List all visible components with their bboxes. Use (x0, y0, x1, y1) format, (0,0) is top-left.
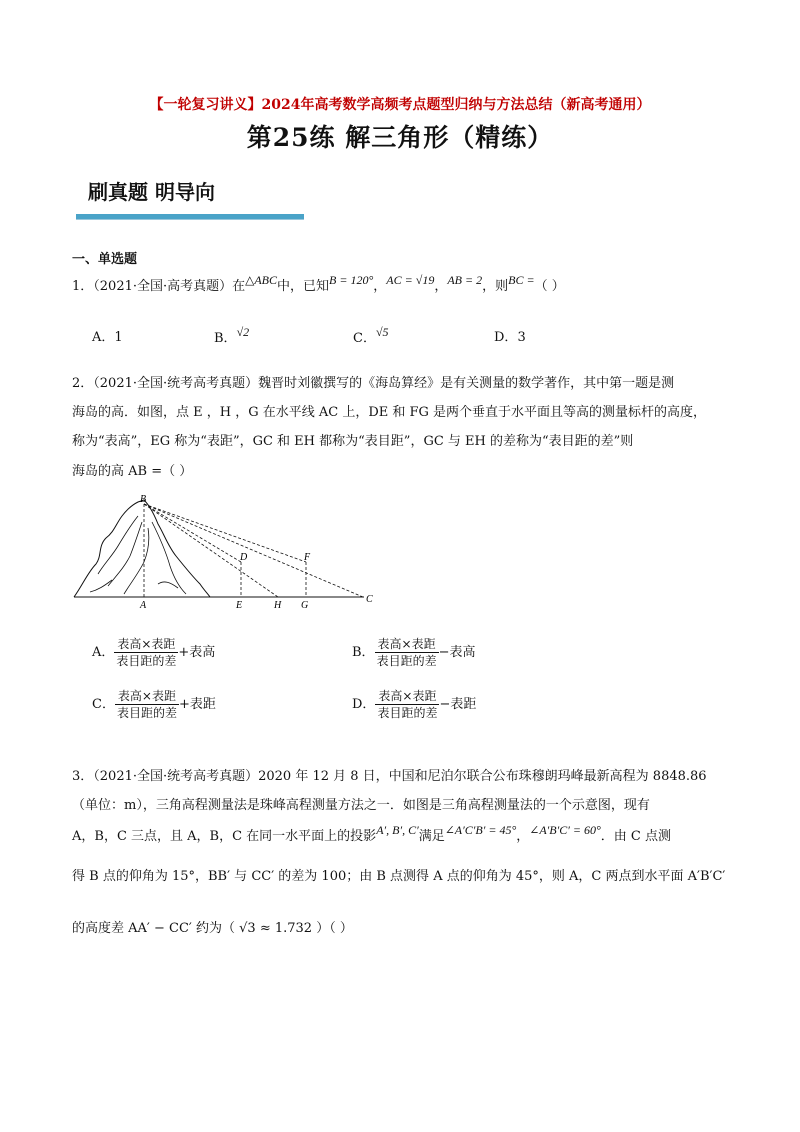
q1-triangle: △ABC (245, 273, 278, 287)
q2-option-d (352, 688, 476, 721)
option-value: √5 (375, 325, 389, 339)
q3-angle-c: ∠A′C′B′ = 45° (444, 823, 517, 837)
q2-option-c (92, 688, 216, 721)
q3-line-1: 3．（2021·全国·统考高考真题）2020 年 12 月 8 日，中国和尼泊尔联合公布珠穆朗玛峰最新高程为 8848.86 (72, 769, 707, 784)
fraction-denominator: 表目距的差 (116, 706, 177, 720)
q3-text: ．由 C 点测 (600, 829, 671, 844)
q1-prefix: 1．（2021·全国·高考真题）在 (72, 279, 246, 294)
q1-blank: （ ） (534, 279, 565, 294)
q1-ask: BC = (508, 273, 535, 287)
q1-mid2: ，则 (482, 279, 509, 294)
q1-option-a (92, 328, 123, 348)
fraction-numerator: 表高×表距 (375, 636, 439, 653)
option-suffix: +表距 (178, 697, 216, 712)
option-label: D． (494, 330, 518, 345)
option-label: B． (352, 645, 375, 660)
q3-angle-b: ∠A′B′C′ = 60° (529, 823, 601, 837)
q1-mid1: 中，已知 (277, 279, 330, 294)
figure-label-c: C (366, 594, 373, 605)
q3-line-3 (72, 823, 671, 847)
option-fraction (115, 688, 179, 721)
option-fraction (114, 636, 178, 669)
q1-sep2: ， (434, 279, 448, 294)
q3-line-4: 得 B 点的仰角为 15°，BB′ 与 CC′ 的差为 100；由 B 点测得 A 点的仰角为 45°，则 A，C 两点到水平面 A′B′C′ (72, 869, 726, 884)
section-title: 刷真题 明导向 (88, 180, 215, 204)
option-fraction (375, 688, 439, 721)
top-banner: 【一轮复习讲义】2024年高考数学高频考点题型归纳与方法总结（新高考通用） (149, 97, 651, 113)
option-label: A． (92, 645, 115, 660)
option-label: C． (353, 331, 376, 346)
figure-label-b: B (140, 494, 147, 505)
q1-option-d (494, 328, 526, 348)
q1-cond-ac: AC = √19 (386, 273, 435, 287)
option-label: D． (352, 697, 376, 712)
figure-label-d: D (240, 552, 248, 563)
q1-option-c (353, 325, 389, 349)
option-suffix: −表高 (438, 645, 476, 660)
option-suffix: +表高 (178, 645, 216, 660)
section-underline-thin (76, 219, 304, 220)
figure-label-f: F (304, 552, 311, 563)
q2-option-a (92, 636, 215, 669)
q3-text: 满足 (418, 829, 445, 844)
option-label: C． (92, 697, 115, 712)
q1-cond-b: B = 120° (329, 273, 374, 287)
q1-stem (72, 273, 565, 297)
q2-line-2: 海岛的高．如图，点 E ，H ，G 在水平线 AC 上，DE 和 FG 是两个垂直于水平面且等高的测量标杆的高度， (72, 405, 707, 420)
q1-option-b (214, 325, 250, 349)
q2-option-b (352, 636, 475, 669)
q3-text: ， (516, 829, 530, 844)
page-title: 第25练 解三角形（精练） (246, 123, 554, 152)
q2-line-3: 称为“表高”，EG 称为“表距”，GC 和 EH 都称为“表目距”，GC 与 EH 的差称为“表目距的差”则 (72, 434, 634, 449)
fraction-numerator: 表高×表距 (375, 688, 439, 705)
q2-island-figure (68, 494, 380, 610)
figure-label-g: G (301, 600, 309, 610)
option-fraction (375, 636, 439, 669)
q1-sep1: ， (373, 279, 387, 294)
figure-label-h: H (274, 600, 282, 610)
option-label: B． (214, 331, 237, 346)
fraction-numerator: 表高×表距 (115, 688, 179, 705)
q3-projection: A′, B′, C′ (376, 823, 419, 837)
option-value: √2 (236, 325, 250, 339)
q3-text: A，B，C 三点，且 A，B，C 在同一水平面上的投影 (72, 829, 377, 844)
figure-label-a: A (140, 600, 147, 610)
q1-cond-ab: AB = 2 (447, 273, 483, 287)
q2-line-4: 海岛的高 AB =（ ） (72, 464, 193, 479)
fraction-denominator: 表目距的差 (376, 654, 437, 668)
q3-line-5: 的高度差 AA′ − CC′ 约为（ √3 ≈ 1.732 ）（ ） (72, 921, 353, 936)
figure-label-e: E (236, 600, 243, 610)
fraction-denominator: 表目距的差 (377, 706, 438, 720)
q3-line-2: （单位：m），三角高程测量法是珠峰高程测量方法之一．如图是三角高程测量法的一个示意图，现有 (72, 798, 650, 813)
option-value: 1 (114, 330, 123, 345)
part-heading: 一、单选题 (72, 252, 138, 267)
option-label: A． (92, 330, 115, 345)
option-suffix: −表距 (439, 697, 477, 712)
fraction-numerator: 表高×表距 (114, 636, 178, 653)
fraction-denominator: 表目距的差 (116, 654, 177, 668)
q2-line-1: 2．（2021·全国·统考高考真题）魏晋时刘徽撰写的《海岛算经》是有关测量的数学著作，其中第一题是测 (72, 376, 675, 391)
option-value: 3 (517, 330, 526, 345)
